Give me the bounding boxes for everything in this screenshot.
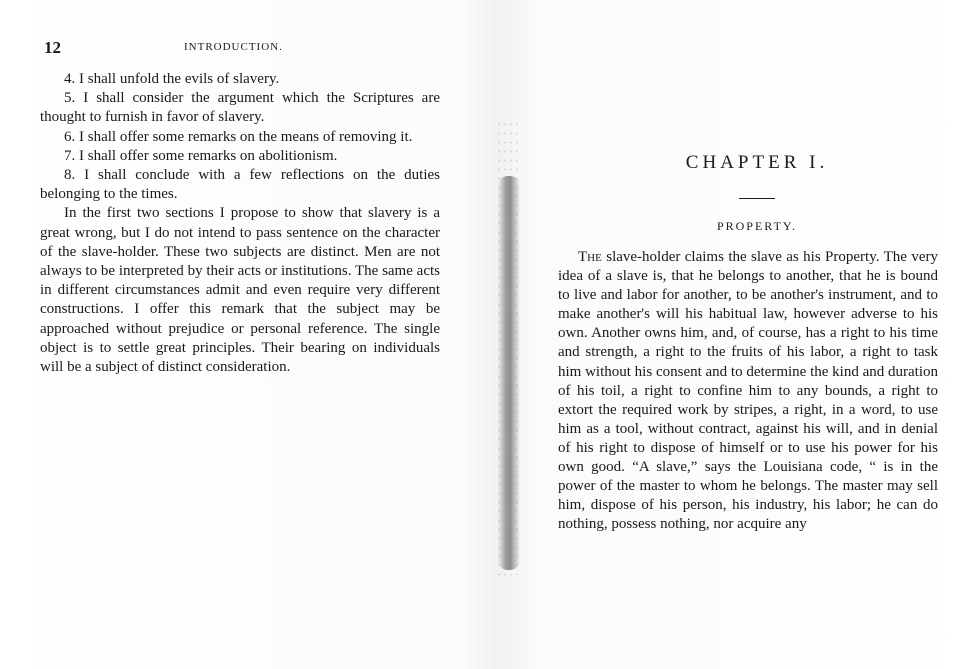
body-paragraph: [558, 248, 938, 534]
chapter-heading: CHAPTER I.: [685, 152, 829, 173]
running-title: INTRODUCTION.: [184, 41, 283, 53]
right-page: [558, 152, 938, 534]
heading-rule: [739, 198, 775, 199]
list-item: 4. I shall unfold the evils of slavery.: [64, 71, 280, 87]
right-page-body: [558, 248, 938, 534]
left-page-body: [40, 70, 440, 377]
left-page: [40, 38, 440, 377]
book-gutter-shadow: [498, 176, 520, 570]
list-item: 6. I shall offer some remarks on the means of removing it.: [64, 128, 413, 145]
lead-word: The: [578, 249, 602, 265]
paragraph-text: slave-holder claims the slave as his Property. The very idea of a slave is, that he belongs to another, that he is bound to live and labor for another, to be another's instrument, and to make another's will his habitual law, however adverse to his own. Another owns him, and, of course, has a right to his time and strength, a right to the fruits of his labor, a right to task him without his consent and to determine the kind and duration of his toil, a right to confine him to any bounds, a right to extort the required work by stripes, a right, in a word, to use him as a tool, without contract, against his will, and in denial of his right to dispose of himself or to use his power for his own good. “A slave,” says the Louisiana code, “ is in the power of the master to whom he belongs. The master may sell him, dispose of his person, his industry, his labor; he can do nothing, possess nothing, nor acquire any: [558, 249, 938, 533]
page-number: 12: [44, 38, 61, 57]
list-item: 8. I shall conclude with a few reflections on the duties belonging to the times.: [40, 167, 440, 203]
body-paragraph: In the first two sections I propose to show that slavery is a great wrong, but I do not intend to pass sentence on the character of the slave-holder. These two subjects are distinct. Men are not always to be interpreted by their acts or institutions. The same acts in different circumstances admit and even require very different constructions. I offer this remark that the subject may be approached without prejudice or personal reference. The single object is to settle great principles. Their bearing on individuals will be a subject of distinct consideration.: [40, 205, 440, 376]
running-head: [40, 38, 440, 62]
section-heading: PROPERTY.: [716, 219, 798, 233]
list-item: 7. I shall offer some remarks on abolitionism.: [64, 147, 338, 164]
list-item: 5. I shall consider the argument which the Scriptures are thought to furnish in favor of slavery.: [40, 90, 440, 126]
